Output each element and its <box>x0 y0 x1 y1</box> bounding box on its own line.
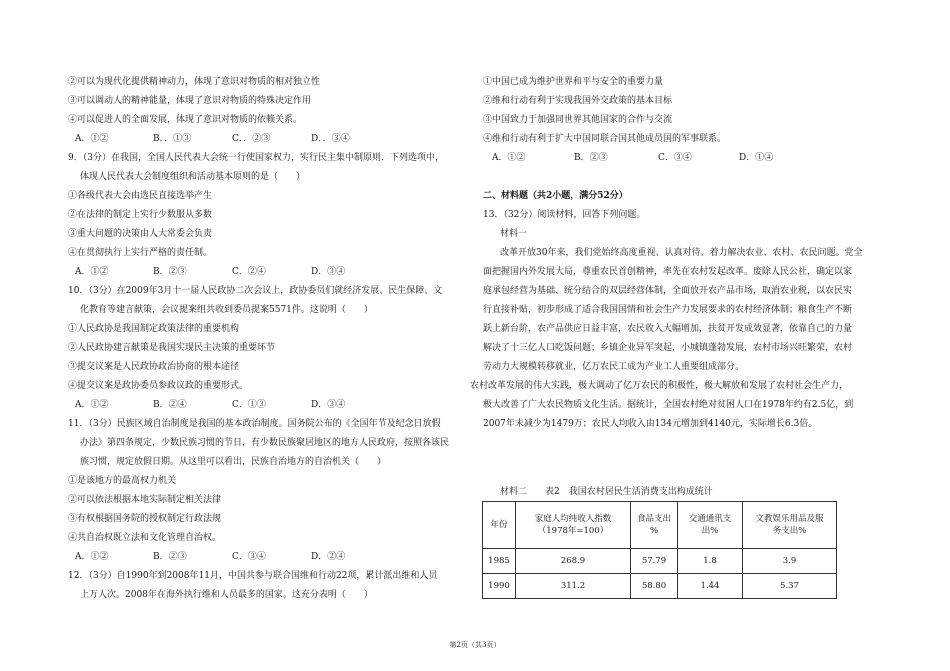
cell-year: 1990 <box>483 574 516 599</box>
material-1-line: 解决了十三亿人口吃饭问题；乡镇企业异军突起，小城镇蓬勃发展，农村市场兴旺繁荣，农村 <box>483 343 853 353</box>
choice-d[interactable]: D．③④ <box>311 400 346 410</box>
question-11-stem-cont-1: 办法》第四条规定，少数民族习惯的节日，有少数民族聚居地区的地方人民政府，按照各该民 <box>80 438 450 448</box>
question-11-stem-cont-2: 族习惯，规定放假日期。从这里可以看出，民族自治地方的自治机关（ ） <box>80 457 387 467</box>
choice-d[interactable]: D．①④ <box>739 153 774 163</box>
cell-food: 58.80 <box>631 574 678 599</box>
table-caption: 材料二 表2 我国农村居民生活消费支出构成统计 <box>500 487 713 497</box>
choice-c[interactable]: C．①③ <box>232 400 266 410</box>
q11-statement-1: ①是该地方的最高权力机关 <box>68 476 177 486</box>
cell-food: 57.79 <box>631 549 678 574</box>
table-row <box>483 549 837 574</box>
cell-income-index: 268.9 <box>516 549 631 574</box>
q9-statement-1: ①各级代表大会由选民直接选举产生 <box>68 191 213 201</box>
header-year: 年份 <box>483 502 516 549</box>
choice-a[interactable]: A．①② <box>492 153 526 163</box>
choice-c[interactable]: C．③④ <box>658 153 692 163</box>
material-1-line: 行直接补贴，初步形成了适合我国国情和社会生产力发展要求的农村经济体制；粮食生产不断 <box>483 305 853 315</box>
q12-statement-3: ③中国致力于加强同世界其他国家的合作与交流 <box>483 115 673 125</box>
choice-a[interactable]: A．①② <box>75 400 109 410</box>
q9-statement-4: ④在贯彻执行上实行严格的责任制。 <box>68 248 213 258</box>
choice-b[interactable]: B．②③ <box>574 153 608 163</box>
section-title: 二、材料题（共2小题，满分52分） <box>483 191 628 201</box>
material-1-label: 材料一 <box>500 229 528 239</box>
q11-statement-2: ②可以依法根据本地实际制定相关法律 <box>68 495 222 505</box>
material-1-cont-line: 农村改革发展的伟大实践，极大调动了亿万农民的积极性，极大解放和发展了农村社会生产力， <box>470 381 849 391</box>
question-9-stem: 9．（3分）在我国，全国人民代表大会统一行使国家权力，实行民主集中制原则．下列选项中， <box>68 153 444 163</box>
question-13-stem: 13．（32分）阅读材料，回答下列问题。 <box>483 210 646 220</box>
question-12-stem: 12．（3分）自1990年到2008年11月，中国共参与联合国维和行动22项，累计派出维和人员 <box>68 571 438 581</box>
page-footer: 第2页（共3页） <box>449 641 501 649</box>
q9-statement-3: ③重大问题的决策由人大常委会负责 <box>68 229 213 239</box>
consumption-table <box>482 501 837 599</box>
choice-c[interactable]: C．③④ <box>232 552 266 562</box>
q11-statement-4: ④共自治权既立法和文化管理自治权。 <box>68 533 222 543</box>
q9-statement-2: ②在法律的制定上实行少数服从多数 <box>68 210 213 220</box>
choice-d[interactable]: D．．③④ <box>311 134 350 144</box>
cell-transport: 1.8 <box>678 549 743 574</box>
material-1-line: 庭承包经营为基础、统分结合的双层经营体制，全面放开农产品市场，取消农业税，以农民实 <box>483 286 853 296</box>
question-10-stem: 10．（3分）在2009年3月十一届人民政协二次会议上，政协委员们就经济发展、民生保障、文 <box>68 286 443 296</box>
choice-b[interactable]: B．②③ <box>153 267 187 277</box>
question-12-stem-cont: 上万人次。2008年在海外执行维和人员最多的国家。这充分表明（ ） <box>80 590 373 600</box>
q12-statement-1: ①中国已成为维护世界和平与安全的重要力量 <box>483 77 664 87</box>
table-header-row <box>483 502 837 549</box>
material-1-cont-line: 2007年末减少为1479万；农民人均收入由134元增加到4140元，实际增长6.3倍。 <box>483 419 818 429</box>
material-1-line: 劳动力大规模转移就业，亿万农民工成为产业工人重要组成部分。 <box>483 362 745 372</box>
table-row <box>483 574 837 599</box>
q11-statement-3: ③有权根据国务院的授权制定行政法规 <box>68 514 222 524</box>
choice-a[interactable]: A．①② <box>75 267 109 277</box>
q10-statement-3: ③提交议案是人民政协政治协商的根本途径 <box>68 362 240 372</box>
choice-a[interactable]: A．①② <box>75 134 109 144</box>
header-food: 食品支出 % <box>631 502 678 549</box>
question-10-stem-cont: 化教育等建言献策，会议提案组共收到委员提案5571件。这说明（ ） <box>80 305 373 315</box>
option-statement-2: ②可以为现代化提供精神动力，体现了意识对物质的相对独立性 <box>68 77 321 87</box>
cell-year: 1985 <box>483 549 516 574</box>
header-culture: 文教娱乐用品及服 务支出% <box>743 502 837 549</box>
option-statement-3: ③可以调动人的精神能量，体现了意识对物质的特殊决定作用 <box>68 96 312 106</box>
choice-c[interactable]: C．．②③ <box>232 134 271 144</box>
choice-d[interactable]: D．③④ <box>311 267 346 277</box>
material-1-cont-line: 极大改善了广大农民物质文化生活。据统计，全国农村绝对贫困人口在1978年约有2.5亿，到 <box>483 400 854 410</box>
cell-transport: 1.44 <box>678 574 743 599</box>
choice-c[interactable]: C．②④ <box>232 267 266 277</box>
material-1-line: 面把握国内外发展大局，尊重农民首创精神，率先在农村发起改革。废除人民公社，确定以家 <box>483 267 853 277</box>
q10-statement-2: ②人民政协建言献策是我国实现民主决策的重要环节 <box>68 343 276 353</box>
choice-b[interactable]: B．．①③ <box>153 134 192 144</box>
cell-culture: 5.37 <box>743 574 837 599</box>
choice-d[interactable]: D．②④ <box>311 552 346 562</box>
material-1-line: 改革开放30年来，我们党始终高度重视、认真对待、着力解决农业、农村、农民问题。党全 <box>500 248 863 258</box>
cell-income-index: 311.2 <box>516 574 631 599</box>
question-9-stem-cont: 体现人民代表大会制度组织和活动基本原则的是（ ） <box>80 172 306 182</box>
question-11-stem: 11．（3分）民族区域自治制度是我国的基本政治制度。国务院公布的《全国年节及纪念日放假 <box>68 419 441 429</box>
header-income-index: 家庭人均纯收入指数 （1978年=100） <box>516 502 631 549</box>
q12-statement-2: ②维和行动有利于实现我国外交政策的基本目标 <box>483 96 673 106</box>
q12-statement-4: ④维和行动有利于扩大中国同联合国其他成员国的军事联系。 <box>483 134 727 144</box>
q10-statement-4: ④提交议案是政协委员参政议政的重要形式。 <box>68 381 249 391</box>
cell-culture: 3.9 <box>743 549 837 574</box>
q10-statement-1: ①人民政协是我国制定政策法律的重要机构 <box>68 324 240 334</box>
choice-b[interactable]: B．②③ <box>153 552 187 562</box>
option-statement-4: ④可以促进人的全面发展，体现了意识对物质的依赖关系。 <box>68 115 303 125</box>
choice-b[interactable]: B．②④ <box>153 400 187 410</box>
header-transport: 交通通讯支 出% <box>678 502 743 549</box>
choice-a[interactable]: A．①② <box>75 552 109 562</box>
material-1-line: 跃上新台阶，农产品供应日益丰富，农民收入大幅增加，扶贫开发成效显著，依靠自己的力量 <box>483 324 853 334</box>
